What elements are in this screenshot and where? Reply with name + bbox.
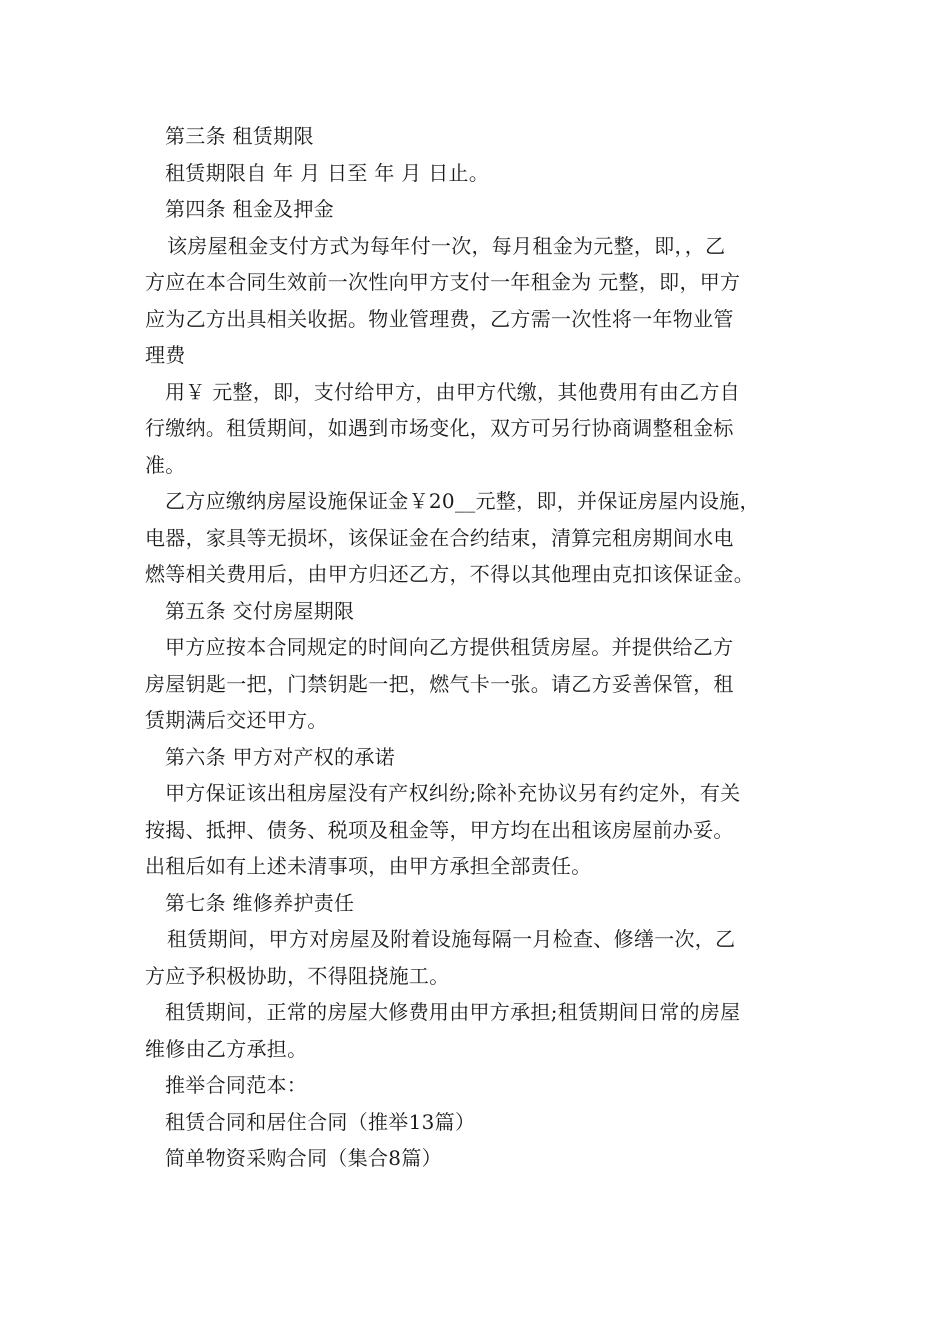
section-7-p2-line1: 租赁期间，正常的房屋大修费用由甲方承担;租赁期间日常的房屋	[165, 1000, 741, 1024]
section-4-p1-line4: 理费	[145, 343, 186, 367]
section-5-heading: 第五条 交付房屋期限	[165, 598, 355, 623]
section-7-p1-line1: 租赁期间，甲方对房屋及附着设施每隔一月检查、修缮一次，乙	[167, 927, 736, 951]
section-4-p2-line2: 行缴纳。租赁期间，如遇到市场变化，双方可另行协商调整租金标	[145, 416, 734, 440]
section-7-p1-line2: 方应予积极协助，不得阻挠施工。	[145, 963, 450, 988]
section-7-p2-line2: 维修由乙方承担。	[145, 1036, 308, 1061]
section-6-p1-line3: 出租后如有上述未清事项，由甲方承担全部责任。	[145, 854, 592, 878]
section-4-p1-line3: 应为乙方出具相关收据。物业管理费，乙方需一次性将一年物业管	[145, 306, 734, 331]
section-4-p3-line1: 乙方应缴纳房屋设施保证金￥20__元整，即，并保证房屋内设施，	[165, 489, 760, 513]
section-3-text: 租赁期限自 年 月 日至 年 月 日止。	[165, 160, 490, 185]
section-4-p2-line3: 准。	[145, 452, 186, 477]
recommend-link-rental-contract[interactable]: 租赁合同和居住合同（推举13篇）	[165, 1109, 476, 1134]
section-5-p1-line3: 赁期满后交还甲方。	[145, 708, 328, 732]
section-4-p1-line2: 方应在本合同生效前一次性向甲方支付一年租金为 元整，即，甲方	[145, 270, 741, 294]
section-5-p1-line2: 房屋钥匙一把，门禁钥匙一把，燃气卡一张。请乙方妥善保管，租	[145, 671, 734, 696]
section-4-p2-line1: 用￥ 元整，即，支付给甲方，由甲方代缴，其他费用有由乙方自	[165, 379, 741, 404]
section-4-heading: 第四条 租金及押金	[165, 197, 335, 221]
section-7-heading: 第七条 维修养护责任	[165, 890, 355, 915]
recommend-label: 推举合同范本：	[165, 1073, 308, 1097]
section-4-p3-line3: 燃等相关费用后，由甲方归还乙方，不得以其他理由克扣该保证金。	[145, 562, 754, 586]
section-5-p1-line1: 甲方应按本合同规定的时间向乙方提供租赁房屋。并提供给乙方	[165, 635, 734, 659]
section-3-heading: 第三条 租赁期限	[165, 124, 314, 148]
document-page	[145, 118, 825, 1177]
section-6-p1-line2: 按揭、抵押、债务、税项及租金等，甲方均在出租该房屋前办妥。	[145, 817, 734, 842]
section-4-p1-line1: 该房屋租金支付方式为每年付一次，每月租金为元整，即，，乙	[167, 233, 726, 258]
section-6-heading: 第六条 甲方对产权的承诺	[165, 744, 395, 769]
recommend-link-purchase-contract[interactable]: 简单物资采购合同（集合8篇）	[165, 1146, 442, 1170]
section-6-p1-line1: 甲方保证该出租房屋没有产权纠纷;除补充协议另有约定外，有关	[165, 781, 741, 805]
section-4-p3-line2: 电器，家具等无损坏，该保证金在合约结束，清算完租房期间水电	[145, 525, 734, 550]
